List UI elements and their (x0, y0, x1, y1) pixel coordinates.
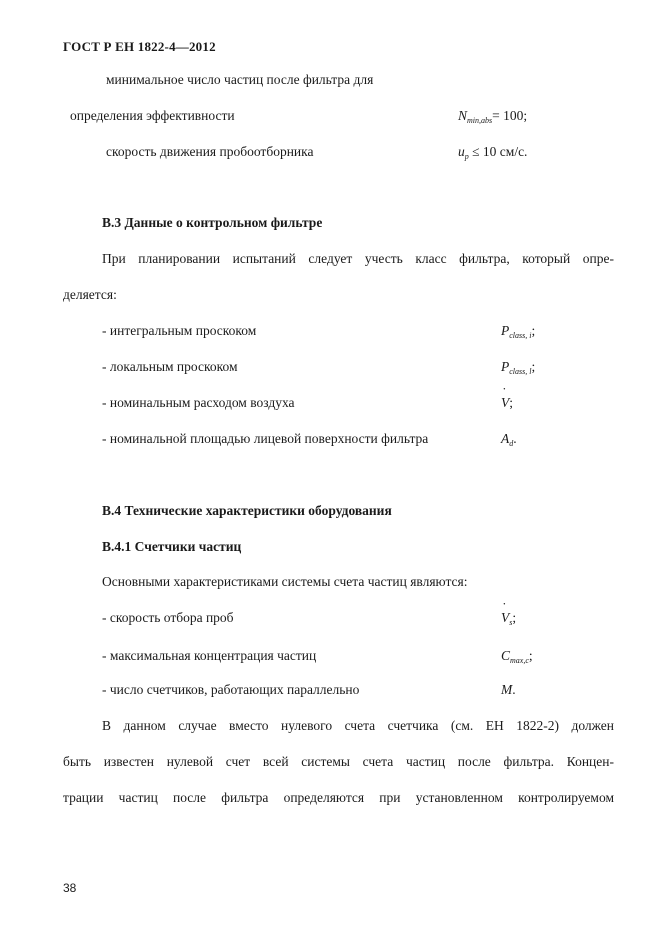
paragraph-line: трации частиц после фильтра определяются при установленном контролируемом (63, 790, 614, 805)
formula-suffix: . (512, 682, 516, 697)
list-item-label: - интегральным проскоком (102, 323, 257, 338)
list-item-symbol (501, 431, 517, 452)
param-formula-nmin (458, 108, 527, 129)
list-item-symbol (501, 610, 516, 631)
paragraph-line: Основными характеристиками системы счета частиц являются: (102, 574, 468, 589)
formula-subscript: s (509, 618, 513, 627)
section-heading-b3: В.3 Данные о контрольном фильтре (102, 215, 323, 230)
list-item-label: - максимальная концентрация частиц (102, 648, 317, 663)
list-item-label: - локальным проскоком (102, 359, 238, 374)
list-item-symbol (501, 395, 513, 411)
formula-subscript: p (464, 152, 469, 161)
formula-subscript: class, l (509, 367, 532, 376)
formula-symbol: A (501, 431, 510, 446)
list-item-symbol (501, 359, 535, 380)
formula-symbol: N (458, 108, 468, 123)
formula-subscript: min,abs (467, 116, 493, 125)
formula-suffix: ; (509, 395, 514, 410)
list-item-label: - номинальной площадью лицевой поверхности фильтра (102, 431, 429, 446)
formula-suffix: . (513, 431, 517, 446)
param-label-line2: определения эффективности (70, 108, 235, 123)
formula-symbol: C (501, 648, 511, 663)
list-item-symbol (501, 682, 516, 698)
formula-symbol: ˙ V (501, 610, 509, 626)
subsection-heading-b41: В.4.1 Счетчики частиц (102, 539, 242, 554)
paragraph-line: В данном случае вместо нулевого счета счетчика (см. ЕН 1822-2) должен (102, 718, 614, 733)
section-heading-b4: В.4 Технические характеристики оборудования (102, 503, 392, 518)
param-label-line1: минимальное число частиц после фильтра для (106, 72, 374, 87)
list-item-symbol (501, 648, 533, 669)
list-item-label: - число счетчиков, работающих параллельно (102, 682, 360, 697)
formula-subscript: class, i (509, 331, 532, 340)
formula-suffix: ; (531, 323, 536, 338)
formula-symbol: P (501, 359, 510, 374)
formula-symbol: ˙ V (501, 395, 509, 411)
paragraph-line: быть известен нулевой счет всей системы счета частиц после фильтра. Концен- (63, 754, 614, 769)
formula-suffix: ; (512, 610, 517, 625)
formula-suffix: ; (528, 648, 533, 663)
formula-suffix: ; (531, 359, 536, 374)
list-item-label: - скорость отбора проб (102, 610, 234, 625)
formula-symbol: u (458, 144, 465, 159)
formula-subscript: max,c (510, 656, 529, 665)
formula-value: ≤ 10 см/с. (472, 144, 528, 159)
paragraph-line: При планировании испытаний следует учесть класс фильтра, который опре- (102, 251, 614, 266)
formula-subscript: d (509, 439, 514, 448)
formula-value: = 100; (492, 108, 528, 123)
param-formula-up (458, 144, 527, 165)
formula-symbol: P (501, 323, 510, 338)
document-header: ГОСТ Р ЕН 1822-4—2012 (63, 39, 216, 54)
formula-symbol: M (501, 682, 513, 697)
page-number: 38 (63, 881, 77, 895)
list-item-symbol (501, 323, 535, 344)
paragraph-line: деляется: (63, 287, 117, 302)
list-item-label: - номинальным расходом воздуха (102, 395, 295, 410)
param-label-speed: скорость движения пробоотборника (106, 144, 314, 159)
